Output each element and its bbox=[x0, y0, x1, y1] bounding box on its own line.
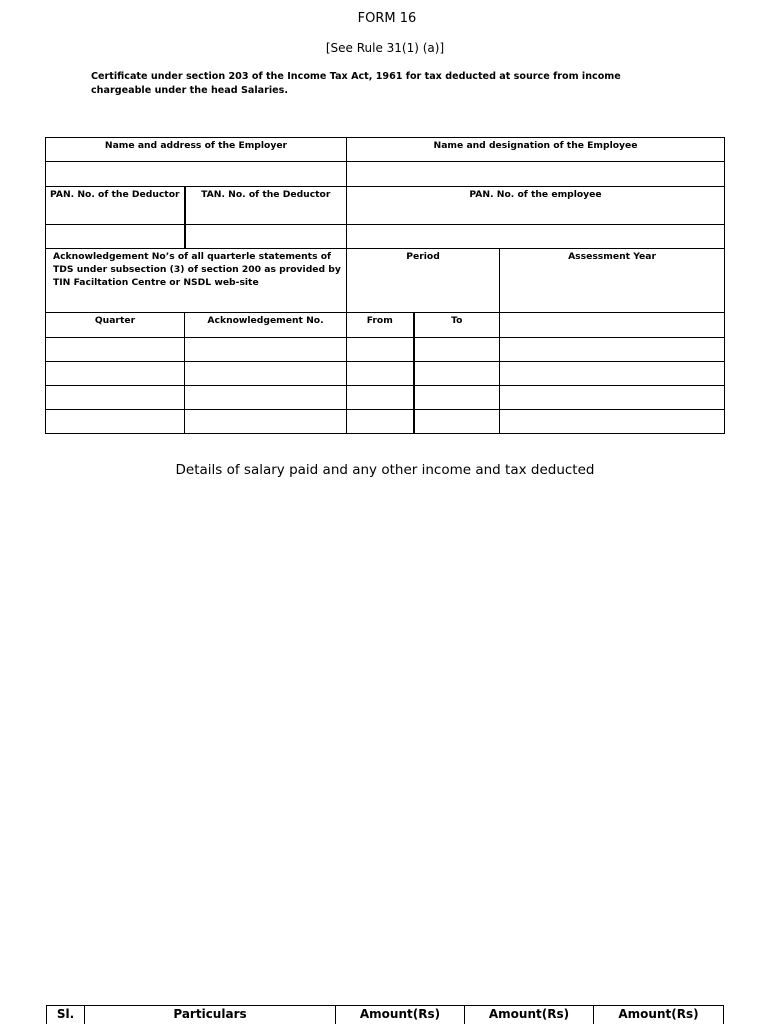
pan-employee-cell[interactable] bbox=[347, 225, 725, 249]
quarter-header: Quarter bbox=[46, 313, 185, 338]
to-header: To bbox=[414, 313, 500, 338]
section-title: Details of salary paid and any other income and tax deducted bbox=[175, 462, 595, 478]
ack-no-cell[interactable] bbox=[185, 386, 347, 410]
to-cell[interactable] bbox=[414, 410, 500, 434]
pan-deductor-cell[interactable] bbox=[46, 225, 185, 249]
employee-name-header: Name and designation of the Employee bbox=[347, 138, 725, 162]
tan-deductor-header: TAN. No. of the Deductor bbox=[185, 187, 347, 225]
period-header: Period bbox=[347, 249, 500, 313]
quarter-cell[interactable] bbox=[46, 362, 185, 386]
to-cell[interactable] bbox=[414, 386, 500, 410]
assessment-year-row-cell[interactable] bbox=[500, 410, 725, 434]
pan-deductor-header: PAN. No. of the Deductor bbox=[46, 187, 185, 225]
employer-employee-table bbox=[45, 137, 725, 434]
from-cell[interactable] bbox=[347, 386, 414, 410]
ack-no-cell[interactable] bbox=[185, 362, 347, 386]
certificate-text: Certificate under section 203 of the Income Tax Act, 1961 for tax deducted at source from income chargeable under the head Salaries. bbox=[91, 71, 621, 96]
amount-header-2: Amount(Rs) bbox=[465, 1006, 594, 1024]
employer-name-header: Name and address of the Employer bbox=[46, 138, 347, 162]
sl-header: Sl. bbox=[47, 1006, 85, 1024]
from-cell[interactable] bbox=[347, 362, 414, 386]
quarter-row bbox=[46, 362, 725, 386]
quarter-cell[interactable] bbox=[46, 338, 185, 362]
assessment-year-row-cell[interactable] bbox=[500, 386, 725, 410]
acknowledgement-header: Acknowledgement No’s of all quarterle statements of TDS under subsection (3) of section 200 as provided by TIN Faciltation Centre or NSDL web-site bbox=[46, 249, 347, 313]
quarter-row bbox=[46, 410, 725, 434]
quarter-cell[interactable] bbox=[46, 386, 185, 410]
quarter-row bbox=[46, 338, 725, 362]
assessment-year-cell[interactable] bbox=[500, 313, 725, 338]
amount-header-1: Amount(Rs) bbox=[336, 1006, 465, 1024]
to-cell[interactable] bbox=[414, 338, 500, 362]
from-cell[interactable] bbox=[347, 410, 414, 434]
salary-details-table bbox=[46, 1005, 724, 1024]
employer-name-cell[interactable] bbox=[46, 162, 347, 187]
quarter-cell[interactable] bbox=[46, 410, 185, 434]
amount-header-3: Amount(Rs) bbox=[594, 1006, 724, 1024]
ack-no-cell[interactable] bbox=[185, 410, 347, 434]
ack-no-header: Acknowledgement No. bbox=[185, 313, 347, 338]
quarter-row bbox=[46, 386, 725, 410]
from-header: From bbox=[347, 313, 414, 338]
employee-name-cell[interactable] bbox=[347, 162, 725, 187]
from-cell[interactable] bbox=[347, 338, 414, 362]
tan-deductor-cell[interactable] bbox=[185, 225, 347, 249]
assessment-year-row-cell[interactable] bbox=[500, 362, 725, 386]
assessment-year-row-cell[interactable] bbox=[500, 338, 725, 362]
particulars-header: Particulars bbox=[85, 1006, 336, 1024]
rule-reference: [See Rule 31(1) (a)] bbox=[325, 41, 445, 55]
pan-employee-header: PAN. No. of the employee bbox=[347, 187, 725, 225]
ack-no-cell[interactable] bbox=[185, 338, 347, 362]
form-title: FORM 16 bbox=[357, 11, 417, 26]
assessment-year-header: Assessment Year bbox=[500, 249, 725, 313]
to-cell[interactable] bbox=[414, 362, 500, 386]
